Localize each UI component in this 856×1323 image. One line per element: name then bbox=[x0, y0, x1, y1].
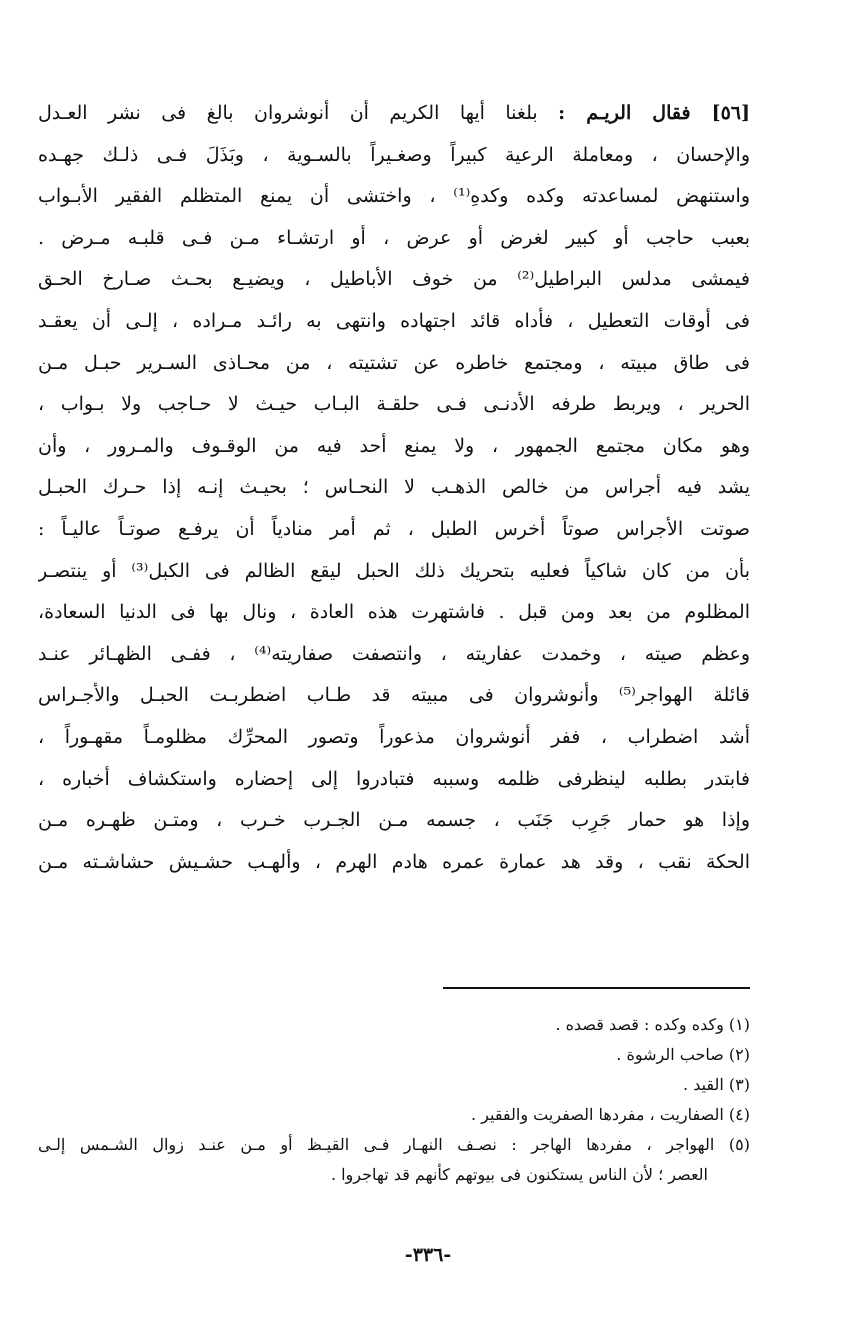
text-line: الحرير ، ويربط طرفه الأدنـى فـى حلقـة البـاب حيـث لا حـاجب ولا بـواب ، bbox=[38, 393, 750, 416]
text-line bbox=[38, 93, 750, 135]
text-line: الحكة نقب ، وقد هد عمارة عمره هادم الهرم ، وألهـب حشـيش حشاشـته مـن bbox=[38, 850, 750, 873]
footnote-4: (٤) الصفاريت ، مفردها الصفريت والفقير . bbox=[470, 1105, 750, 1124]
text-line: وعظم صيته ، وخمدت عفاريته ، وانتصفت صفاريته⁽⁴⁾ ، ففـى الظهـائر عنـد bbox=[38, 642, 750, 665]
footnote-5-continuation: العصر ؛ لأن الناس يستكنون فى بيوتهم كأنهم قد تهاجروا . bbox=[330, 1165, 708, 1184]
footnote-separator bbox=[443, 987, 750, 989]
text-line: بأن من كان شاكياً فعليه بتحريك ذلك الحبل ليقع الظالم فى الكبل⁽³⁾ أو ينتصـر bbox=[38, 559, 750, 582]
text-line: فابتدر بطلبه لينظرفى ظلمه وسببه فتبادروا إلى إحضاره واستكشاف أخباره ، bbox=[38, 767, 750, 790]
main-paragraph bbox=[38, 93, 750, 883]
text-line: فيمشى مدلس البراطيل⁽²⁾ من خوف الأباطيل ، ويضيـع بحـث صـارخ الحـق bbox=[38, 268, 750, 291]
text-line: المظلوم من بعد ومن قبل . فاشتهرت هذه العادة ، ونال بها فى الدنيا السعادة، bbox=[38, 601, 750, 624]
text-line: واستنهض لمساعدته وكده وكدهِ⁽¹⁾ ، واختشى أن يمنع المتظلم الفقير الأبـواب bbox=[38, 185, 750, 208]
page-number: -٣٣٦- bbox=[404, 1244, 452, 1266]
footnote-3: (٣) القيد . bbox=[683, 1075, 750, 1094]
footnotes bbox=[38, 1010, 750, 1190]
text-line: صوتت الأجراس صوتاً أخرس الطبل ، ثم أمر منادياً أن يرفـع صوتـاً عاليـاً : bbox=[38, 517, 750, 540]
line-text: بلغنا أيها الكريم أن أنوشروان بالغ فى نشر العـدل bbox=[38, 102, 538, 124]
text-line: قائلة الهواجر⁽⁵⁾ وأنوشروان فى مبيته قد طـاب اضطربـت الحبـل والأجـراس bbox=[38, 684, 750, 707]
text-line: يشد فيه أجراس من خالص الذهـب لا النحـاس ؛ بحيـث إنـه إذا حـرك الحبـل bbox=[38, 476, 750, 499]
text-line: أشد اضطراب ، ففر أنوشروان مذعوراً وتصور المحرِّك مظلومـاً مقهـوراً ، bbox=[38, 725, 750, 748]
footnote-1: (١) وكده وكده : قصد قصده . bbox=[555, 1015, 750, 1034]
text-line: وإذا هو حمار جَرِب جَنَب ، جسمه مـن الجـرب خـرب ، ومتـن ظهـره مـن bbox=[38, 809, 750, 832]
text-line: فى طاق مبيته ، ومجتمع خاطره عن تشتيته ، من محـاذى السـرير حبـل مـن bbox=[38, 351, 750, 374]
text-line: فى أوقات التعطيل ، فأداه قائد اجتهاده وانتهى به رائـد مـراده ، إلـى أن يعقـد bbox=[38, 309, 750, 332]
text-line: وهو مكان مجتمع الجمهور ، ولا يمنع أحد فيه من الوقـوف والمـرور ، وأن bbox=[38, 434, 750, 457]
text-line: والإحسان ، ومعاملة الرعية كبيراً وصغـيراً بالسـوية ، وبَذَلَ فـى ذلـك جهـده bbox=[38, 143, 750, 166]
text-line: بعبب حاجب أو كبير لغرض أو عرض ، أو ارتشـاء مـن فـى قلبـه مـرض . bbox=[38, 226, 750, 249]
footnote-5: (٥) الهواجر ، مفردها الهاجر : نصـف النهـار فـى القيـظ أو مـن عنـد زوال الشـمس إلـى bbox=[38, 1135, 750, 1154]
entry-heading: [٥٦] فقال الريـم : bbox=[558, 102, 750, 124]
footnote-2: (٢) صاحب الرشوة . bbox=[616, 1045, 750, 1064]
